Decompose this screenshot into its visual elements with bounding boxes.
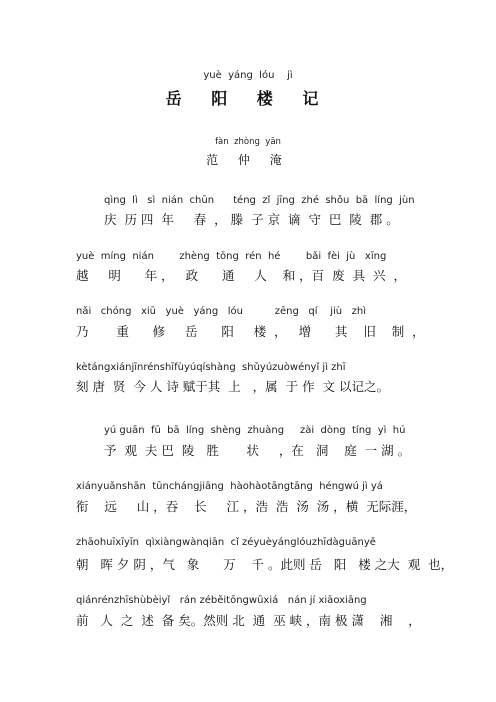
hanzi-line-3: 乃 重 修 岳 阳 楼 ， 增 其 旧 制 ， xyxy=(76,324,425,339)
hanzi-line-2: 越 明 年 ， 政 通 人 和 ，百 废 具 兴 ， xyxy=(76,268,406,283)
pinyin-line-4: kètángxiánjīnrénshīfùyúqíshàng shǔyúzuòwényǐ jì zhī xyxy=(76,362,346,373)
pinyin-line-3: nǎi chóng xiū yuè yáng lóu zēng qí jiù zhì xyxy=(76,306,367,317)
hanzi-line-6: 衔 远 山 ，吞 长 江 ，浩 浩 汤 汤 ，横 无际涯， xyxy=(76,499,417,514)
hanzi-line-1: 庆 历 四 年 春 ， 滕 子 京 谪 守 巴 陵 郡 。 xyxy=(104,212,399,227)
pinyin-line-6: xiányuǎnshān tūnchángjiāng hàohàotāngtāng héngwú jì yá xyxy=(76,481,383,492)
title-pinyin: yuè yáng lóu jì xyxy=(203,70,293,81)
pinyin-line-8: qiánrénzhīshùbèiyǐ rán zéběitōngwūxiá nán jí xiāoxiāng xyxy=(76,595,367,606)
author-pinyin: fàn zhòng yān xyxy=(215,137,281,147)
pinyin-line-2: yuè míng nián zhèng tōng rén hé bǎi fèi jù xīng xyxy=(76,251,387,262)
hanzi-line-7: 朝 晖 夕 阴 ，气 象 万 千 。此则 岳 阳 楼 之大 观 也， xyxy=(76,557,454,572)
pinyin-line-5: yú guān fū bā líng shèng zhuàng zài dòng tíng yì hú xyxy=(104,425,406,436)
title-text: 岳 阳 楼 记 xyxy=(165,89,331,108)
author-text: 范 仲 淹 xyxy=(206,153,290,167)
hanzi-line-5: 予 观 夫 巴 陵 胜 状 ，在 洞 庭 一 湖 。 xyxy=(104,443,411,458)
hanzi-line-4: 刻 唐 贤 今 人 诗 赋于其 上 ，属 于 作 文 以记之。 xyxy=(76,379,389,394)
hanzi-line-8: 前 人 之 述 备 矣。然则 北 通 巫 峡 ，南 极 潇 湘 ， xyxy=(76,613,421,628)
pinyin-line-1: qìng lì sì nián chūn téng zǐ jīng zhé shǒu bā líng jùn xyxy=(104,195,415,206)
pinyin-line-7: zhāohuīxīyīn qìxiàngwànqiān cǐ zéyuèyánglóuzhīdàguānyě xyxy=(76,537,376,548)
